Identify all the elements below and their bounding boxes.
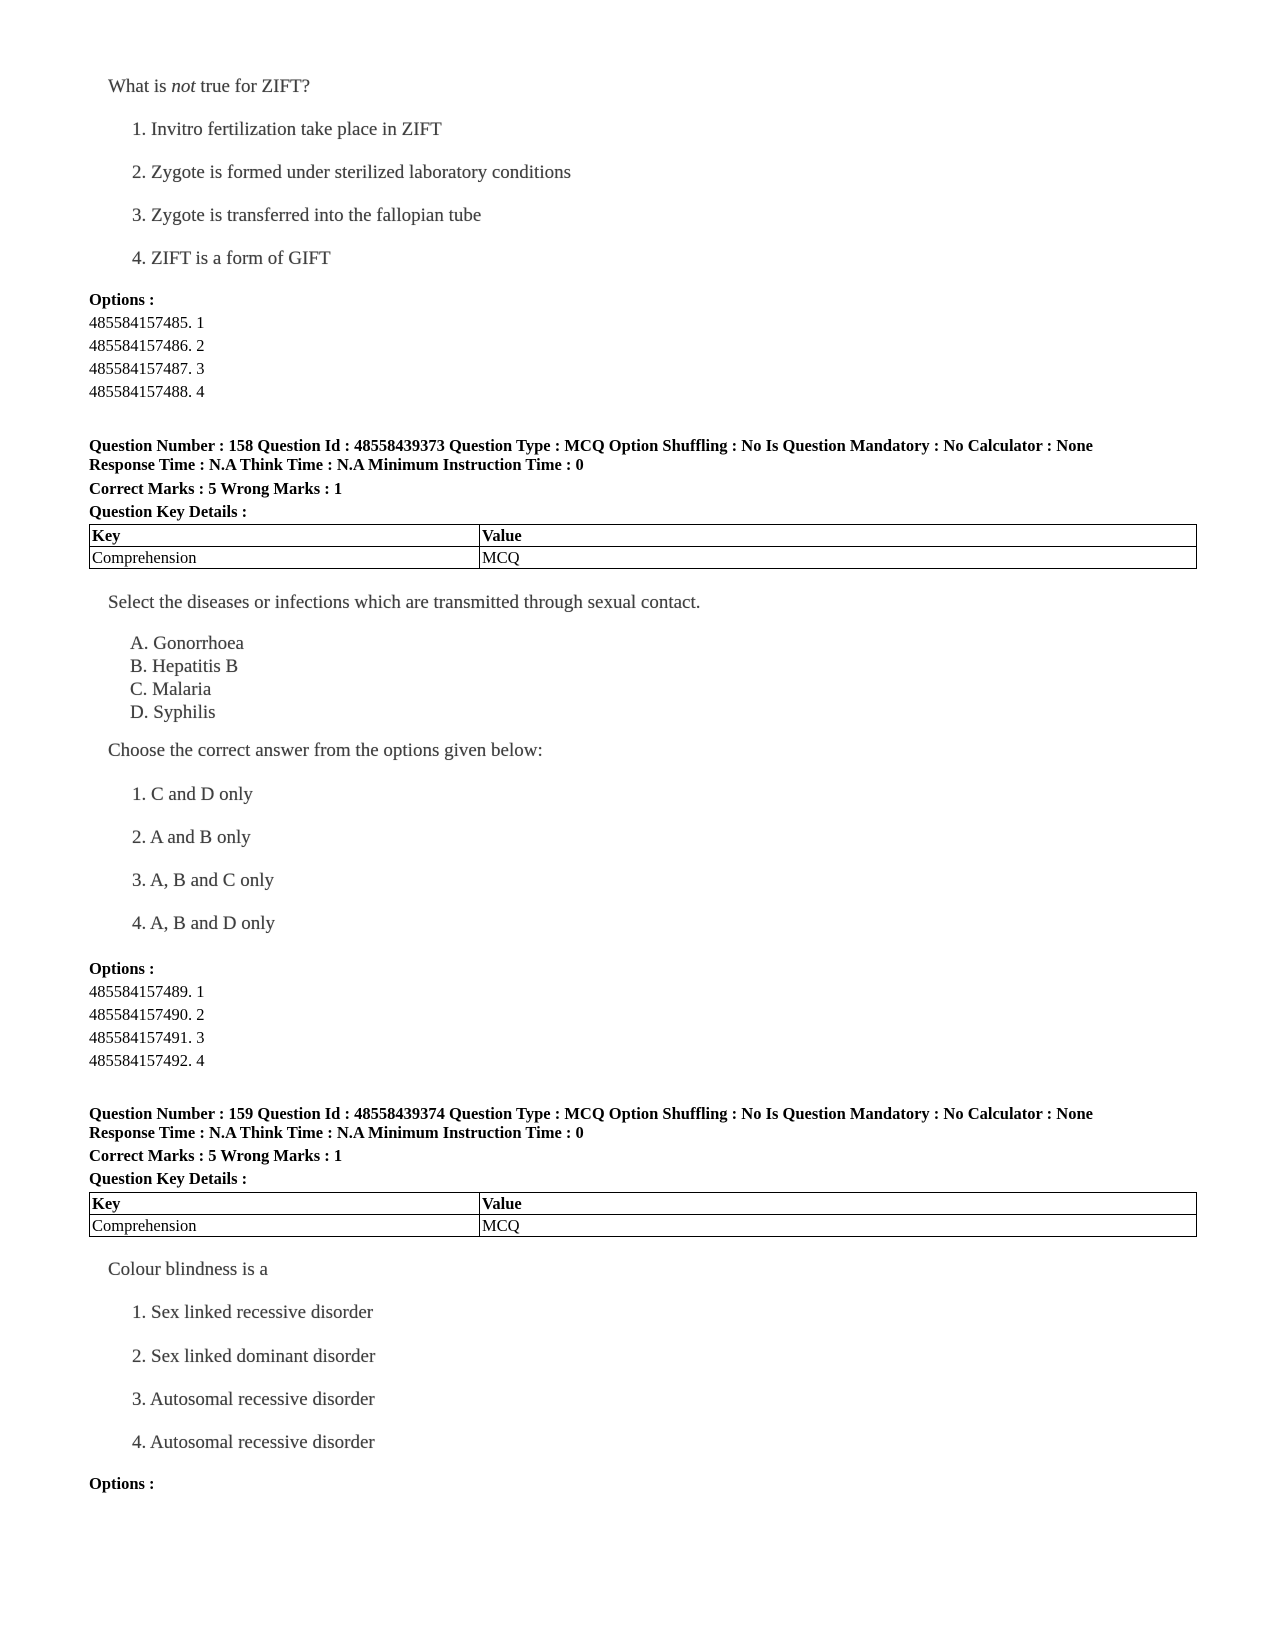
q159-choice-3: 3. Autosomal recessive disorder bbox=[132, 1389, 375, 1410]
q157-options-label: Options : bbox=[89, 290, 155, 309]
q159-meta bbox=[89, 1104, 1199, 1142]
q159-choice-1: 1. Sex linked recessive disorder bbox=[132, 1302, 374, 1323]
q158-marks: Correct Marks : 5 Wrong Marks : 1 bbox=[89, 479, 343, 498]
q159-key-details-label: Question Key Details : bbox=[89, 1169, 248, 1188]
q158-key-table bbox=[89, 524, 1197, 569]
q158-marks-block bbox=[89, 477, 342, 523]
q158-option-1: 485584157489. 1 bbox=[89, 982, 205, 1001]
q159-key-table bbox=[89, 1192, 1197, 1237]
q158-choice-1: 1. C and D only bbox=[132, 784, 253, 805]
q159-stem: Colour blindness is a bbox=[108, 1259, 268, 1280]
q157-stem: What is not true for ZIFT? bbox=[108, 76, 311, 97]
q158-choice-4: 4. A, B and D only bbox=[132, 913, 276, 934]
q158-item-a: A. Gonorrhoea bbox=[130, 633, 244, 654]
table-header-row bbox=[90, 525, 1197, 547]
q158-option-4: 485584157492. 4 bbox=[89, 1051, 205, 1070]
q159-marks-block bbox=[89, 1144, 342, 1190]
table-cell-value: MCQ bbox=[480, 1215, 1197, 1237]
q158-meta-line1: Question Number : 158 Question Id : 48558439373 Question Type : MCQ Option Shuffling : No Is Question Mandatory : No Calculator : None bbox=[89, 436, 1093, 455]
q157-choice-3: 3. Zygote is transferred into the fallopian tube bbox=[132, 205, 482, 226]
q158-choice-2: 2. A and B only bbox=[132, 827, 251, 848]
q157-choice-4: 4. ZIFT is a form of GIFT bbox=[132, 248, 331, 269]
q157-option-4: 485584157488. 4 bbox=[89, 382, 205, 401]
q159-marks: Correct Marks : 5 Wrong Marks : 1 bbox=[89, 1146, 343, 1165]
q158-stem: Select the diseases or infections which are transmitted through sexual contact. bbox=[108, 592, 701, 613]
table-cell-key: Comprehension bbox=[90, 547, 480, 569]
q159-meta-line2: Response Time : N.A Think Time : N.A Minimum Instruction Time : 0 bbox=[89, 1123, 584, 1142]
q158-meta-line2: Response Time : N.A Think Time : N.A Minimum Instruction Time : 0 bbox=[89, 455, 584, 474]
q157-option-1: 485584157485. 1 bbox=[89, 313, 205, 332]
q157-options-block bbox=[89, 288, 205, 403]
q157-option-2: 485584157486. 2 bbox=[89, 336, 205, 355]
q158-instruction: Choose the correct answer from the options given below: bbox=[108, 740, 543, 761]
q159-choice-4: 4. Autosomal recessive disorder bbox=[132, 1432, 375, 1453]
q159-options-label: Options : bbox=[89, 1474, 155, 1493]
table-row bbox=[90, 547, 1197, 569]
q157-option-3: 485584157487. 3 bbox=[89, 359, 205, 378]
table-row bbox=[90, 1215, 1197, 1237]
q158-option-2: 485584157490. 2 bbox=[89, 1005, 205, 1024]
q159-choice-2: 2. Sex linked dominant disorder bbox=[132, 1346, 376, 1367]
q158-item-b: B. Hepatitis B bbox=[130, 656, 239, 677]
table-header-row bbox=[90, 1193, 1197, 1215]
q157-choice-1: 1. Invitro fertilization take place in ZIFT bbox=[132, 119, 442, 140]
q158-item-c: C. Malaria bbox=[130, 679, 212, 700]
q158-item-d: D. Syphilis bbox=[130, 702, 216, 723]
table-header-key: Key bbox=[90, 1193, 480, 1215]
q159-options-block bbox=[89, 1472, 155, 1495]
q158-option-3: 485584157491. 3 bbox=[89, 1028, 205, 1047]
table-cell-value: MCQ bbox=[480, 547, 1197, 569]
q158-options-block bbox=[89, 957, 205, 1072]
q158-choice-3: 3. A, B and C only bbox=[132, 870, 274, 891]
q158-options-label: Options : bbox=[89, 959, 155, 978]
table-header-value: Value bbox=[480, 1193, 1197, 1215]
q158-key-details-label: Question Key Details : bbox=[89, 502, 248, 521]
table-cell-key: Comprehension bbox=[90, 1215, 480, 1237]
q158-meta bbox=[89, 436, 1199, 474]
q159-meta-line1: Question Number : 159 Question Id : 48558439374 Question Type : MCQ Option Shuffling : No Is Question Mandatory : No Calculator : None bbox=[89, 1104, 1093, 1123]
q157-choice-2: 2. Zygote is formed under sterilized laboratory conditions bbox=[132, 162, 571, 183]
table-header-value: Value bbox=[480, 525, 1197, 547]
table-header-key: Key bbox=[90, 525, 480, 547]
